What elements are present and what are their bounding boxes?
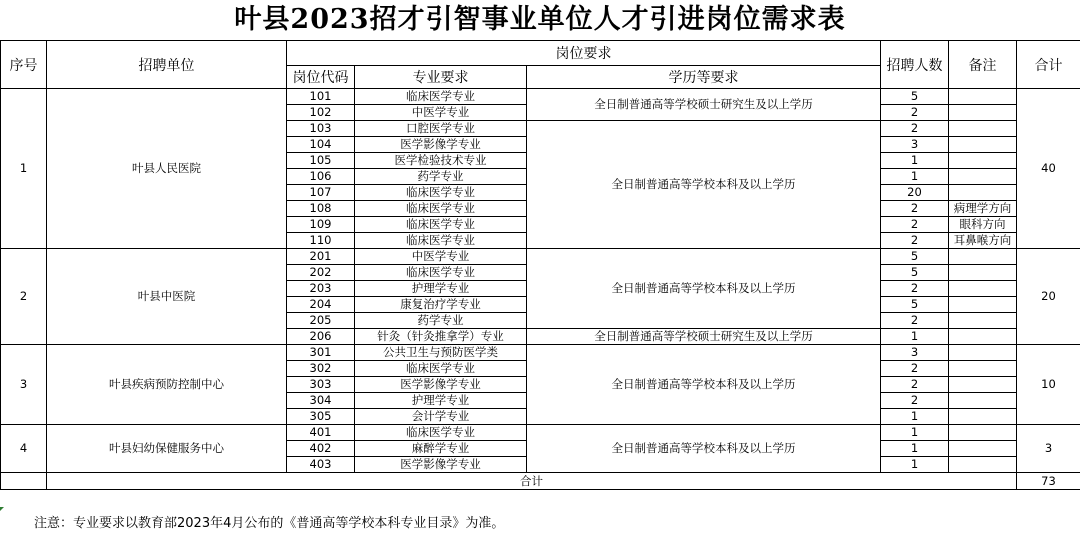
post-edu: 全日制普通高等学校硕士研究生及以上学历 (527, 329, 881, 345)
post-count: 3 (881, 137, 949, 153)
post-count: 5 (881, 297, 949, 313)
post-major: 针灸（针灸推拿学）专业 (355, 329, 527, 345)
post-code: 101 (287, 89, 355, 105)
post-code: 206 (287, 329, 355, 345)
post-remark (949, 185, 1017, 201)
post-major: 临床医学专业 (355, 361, 527, 377)
unit-name: 叶县人民医院 (47, 89, 287, 249)
post-major: 医学影像学专业 (355, 457, 527, 473)
post-code: 305 (287, 409, 355, 425)
post-count: 20 (881, 185, 949, 201)
post-count: 2 (881, 105, 949, 121)
post-edu: 全日制普通高等学校本科及以上学历 (527, 121, 881, 249)
post-major: 口腔医学专业 (355, 121, 527, 137)
post-count: 1 (881, 457, 949, 473)
post-remark (949, 281, 1017, 297)
post-code: 106 (287, 169, 355, 185)
post-remark (949, 345, 1017, 361)
unit-seq: 1 (1, 89, 47, 249)
post-count: 2 (881, 377, 949, 393)
post-major: 公共卫生与预防医学类 (355, 345, 527, 361)
post-code: 109 (287, 217, 355, 233)
post-major: 中医学专业 (355, 249, 527, 265)
summary-total: 73 (1017, 473, 1080, 490)
post-count: 2 (881, 281, 949, 297)
unit-seq: 3 (1, 345, 47, 425)
table-row (1, 249, 1080, 265)
post-count: 1 (881, 425, 949, 441)
post-count: 2 (881, 233, 949, 249)
post-major: 护理学专业 (355, 393, 527, 409)
post-code: 205 (287, 313, 355, 329)
post-remark (949, 249, 1017, 265)
header-edu: 学历等要求 (527, 66, 881, 89)
header-remark: 备注 (949, 41, 1017, 89)
summary-seq-cell (1, 473, 47, 490)
unit-name: 叶县中医院 (47, 249, 287, 345)
post-remark (949, 393, 1017, 409)
header-unit: 招聘单位 (47, 41, 287, 89)
post-remark (949, 153, 1017, 169)
post-major: 会计学专业 (355, 409, 527, 425)
post-edu: 全日制普通高等学校硕士研究生及以上学历 (527, 89, 881, 121)
table-row (1, 345, 1080, 361)
post-count: 5 (881, 265, 949, 281)
corner-marker (0, 507, 4, 511)
post-remark: 眼科方向 (949, 217, 1017, 233)
post-count: 5 (881, 249, 949, 265)
post-edu: 全日制普通高等学校本科及以上学历 (527, 249, 881, 329)
post-remark: 耳鼻喉方向 (949, 233, 1017, 249)
post-remark (949, 457, 1017, 473)
post-remark (949, 105, 1017, 121)
post-remark (949, 441, 1017, 457)
post-remark (949, 297, 1017, 313)
unit-name: 叶县疾病预防控制中心 (47, 345, 287, 425)
post-code: 402 (287, 441, 355, 457)
post-remark (949, 121, 1017, 137)
post-remark (949, 265, 1017, 281)
post-code: 302 (287, 361, 355, 377)
post-count: 2 (881, 313, 949, 329)
post-major: 临床医学专业 (355, 425, 527, 441)
summary-label: 合计 (47, 473, 1017, 490)
post-major: 临床医学专业 (355, 89, 527, 105)
post-remark: 病理学方向 (949, 201, 1017, 217)
header-count: 招聘人数 (881, 41, 949, 89)
post-edu: 全日制普通高等学校本科及以上学历 (527, 345, 881, 425)
post-code: 202 (287, 265, 355, 281)
header-req-group: 岗位要求 (287, 41, 881, 66)
table-row (1, 89, 1080, 105)
post-remark (949, 89, 1017, 105)
unit-total: 3 (1017, 425, 1080, 473)
post-remark (949, 377, 1017, 393)
post-code: 102 (287, 105, 355, 121)
post-code: 103 (287, 121, 355, 137)
header-major: 专业要求 (355, 66, 527, 89)
post-major: 中医学专业 (355, 105, 527, 121)
post-count: 1 (881, 409, 949, 425)
post-major: 麻醉学专业 (355, 441, 527, 457)
header-seq: 序号 (1, 41, 47, 89)
post-code: 303 (287, 377, 355, 393)
summary-row (1, 473, 1080, 490)
post-count: 1 (881, 441, 949, 457)
post-code: 403 (287, 457, 355, 473)
footnote: 注意：专业要求以教育部2023年4月公布的《普通高等学校本科专业目录》为准。 (34, 516, 505, 531)
post-code: 204 (287, 297, 355, 313)
unit-total: 20 (1017, 249, 1080, 345)
post-count: 2 (881, 217, 949, 233)
post-major: 临床医学专业 (355, 201, 527, 217)
post-major: 护理学专业 (355, 281, 527, 297)
post-major: 医学影像学专业 (355, 137, 527, 153)
post-major: 康复治疗学专业 (355, 297, 527, 313)
unit-seq: 4 (1, 425, 47, 473)
post-remark (949, 361, 1017, 377)
post-count: 1 (881, 153, 949, 169)
post-code: 301 (287, 345, 355, 361)
post-count: 1 (881, 169, 949, 185)
unit-total: 40 (1017, 89, 1080, 249)
post-code: 304 (287, 393, 355, 409)
post-major: 医学影像学专业 (355, 377, 527, 393)
post-count: 5 (881, 89, 949, 105)
post-major: 临床医学专业 (355, 233, 527, 249)
post-count: 2 (881, 121, 949, 137)
unit-total: 10 (1017, 345, 1080, 425)
post-remark (949, 409, 1017, 425)
post-code: 105 (287, 153, 355, 169)
post-count: 2 (881, 201, 949, 217)
post-count: 2 (881, 361, 949, 377)
post-remark (949, 313, 1017, 329)
post-remark (949, 169, 1017, 185)
post-remark (949, 425, 1017, 441)
post-code: 108 (287, 201, 355, 217)
post-major: 药学专业 (355, 169, 527, 185)
page-title: 叶县2023招才引智事业单位人才引进岗位需求表 (234, 4, 846, 35)
post-major: 临床医学专业 (355, 217, 527, 233)
post-code: 201 (287, 249, 355, 265)
post-count: 1 (881, 329, 949, 345)
post-code: 110 (287, 233, 355, 249)
post-count: 2 (881, 393, 949, 409)
post-count: 3 (881, 345, 949, 361)
post-edu: 全日制普通高等学校本科及以上学历 (527, 425, 881, 473)
post-code: 203 (287, 281, 355, 297)
table-row (1, 425, 1080, 441)
post-major: 临床医学专业 (355, 185, 527, 201)
recruitment-table (0, 40, 1080, 490)
post-code: 107 (287, 185, 355, 201)
header-total: 合计 (1017, 41, 1080, 89)
post-remark (949, 137, 1017, 153)
unit-seq: 2 (1, 249, 47, 345)
unit-name: 叶县妇幼保健服务中心 (47, 425, 287, 473)
post-major: 医学检验技术专业 (355, 153, 527, 169)
post-code: 401 (287, 425, 355, 441)
header-code: 岗位代码 (287, 66, 355, 89)
post-code: 104 (287, 137, 355, 153)
post-remark (949, 329, 1017, 345)
post-major: 药学专业 (355, 313, 527, 329)
post-major: 临床医学专业 (355, 265, 527, 281)
